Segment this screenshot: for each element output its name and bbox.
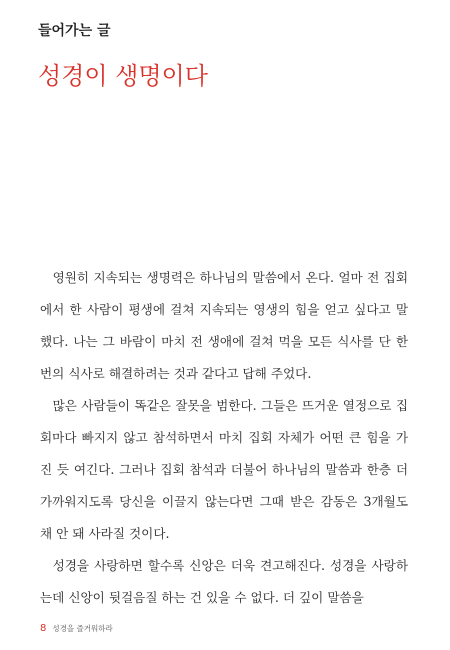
page-footer: [40, 623, 113, 634]
paragraph: 많은 사람들이 똑같은 잘못을 범한다. 그들은 뜨거운 열정으로 집회마다 빠지지 않고 참석하면서 마치 집회 자체가 어떤 큰 힘을 가진 듯 여긴다. 그러나 집회 참석과 더불어 하나님의 말씀과 한층 더 가까워지도록 당신을 이끌지 않는다면 그때 받은 감동은 3개월도 채 안 돼 사라질 것이다.: [40, 398, 408, 541]
page-number: 8: [40, 623, 47, 634]
chapter-title: 성경이 생명이다: [38, 62, 208, 90]
running-book-title: 성경을 즐거워하라: [52, 624, 113, 633]
paragraph: 영원히 지속되는 생명력은 하나님의 말씀에서 온다. 얼마 전 집회에서 한 사람이 평생에 걸쳐 지속되는 영생의 힘을 얻고 싶다고 말했다. 나는 그 바람이 마치 전 생애에 걸쳐 먹을 모든 식사를 단 한 번의 식사로 해결하려는 것과 같다고 답해 주었다.: [40, 270, 408, 381]
section-label: 들어가는 글: [38, 23, 111, 39]
paragraph: 성경을 사랑하면 할수록 신앙은 더욱 견고해진다. 성경을 사랑하는데 신앙이 뒷걸음질 하는 건 있을 수 없다. 더 깊이 말씀을: [40, 558, 408, 605]
body-text: [40, 262, 408, 614]
